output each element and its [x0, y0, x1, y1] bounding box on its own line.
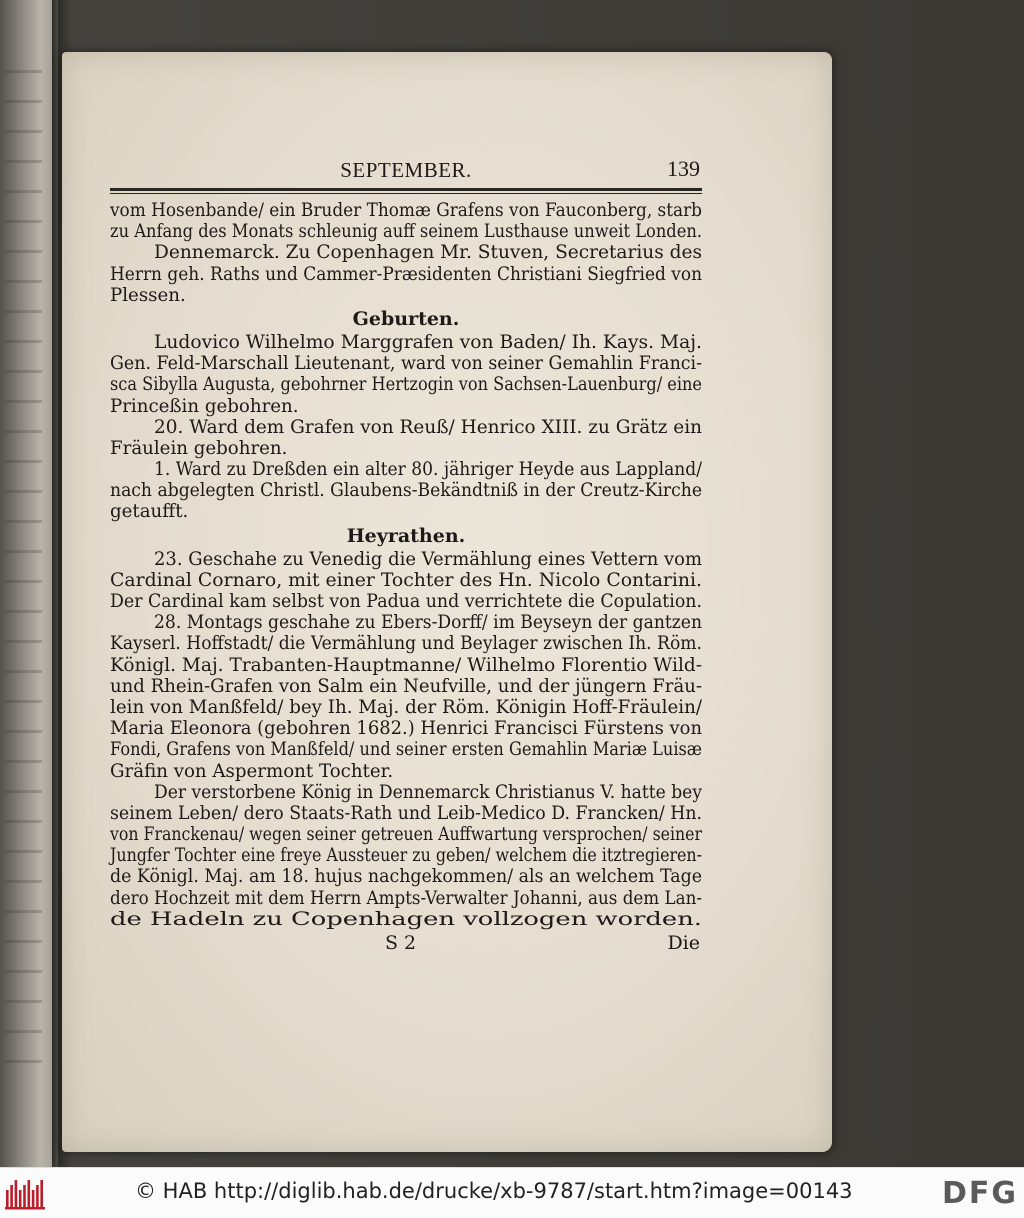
text-line: von Franckenau/ wegen seiner getreuen Auffwartung versprochen/ seiner — [110, 824, 702, 846]
text-line: dero Hochzeit mit dem Herrn Ampts-Verwalter Johanni, aus dem Lan- — [110, 887, 702, 909]
text-line: Herrn geh. Raths und Cammer-Præsidenten Christiani Siegfried von — [110, 263, 702, 285]
text-line: 20. Ward dem Grafen von Reuß/ Henrico XIII. zu Grätz ein — [154, 416, 702, 438]
hab-library-logo-icon — [4, 1176, 46, 1210]
text-line: Princeßin gebohren. — [110, 395, 299, 417]
text-line: Fondi, Grafens von Manßfeld/ und seiner ersten Gemahlin Mariæ Luisæ — [110, 739, 702, 761]
header-rule — [110, 188, 702, 194]
footer-bar — [0, 1167, 1024, 1218]
text-line: Gräfin von Aspermont Tochter. — [110, 760, 394, 782]
body-text — [110, 200, 702, 930]
text-line: 1. Ward zu Dreßden ein alter 80. jähriger Heyde aus Lappland/ — [154, 459, 702, 481]
text-line: Der Cardinal kam selbst von Padua und verrichtete die Copulation. — [110, 591, 702, 612]
text-line: nach abgelegten Christl. Glaubens-Bekändtniß in der Creutz-Kirche — [110, 480, 702, 502]
page-number: 139 — [667, 156, 700, 181]
text-line: Cardinal Cornaro, mit einer Tochter des Hn. Nicolo Contarini. — [110, 569, 702, 591]
text-line: zu Anfang des Monats schleunig auff seinem Lusthause unweit Londen. — [110, 221, 702, 243]
text-line: Gen. Feld-Marschall Lieutenant, ward von seiner Gemahlin Franci- — [110, 353, 702, 375]
text-line: de Hadeln zu Copenhagen vollzogen worden. — [110, 908, 702, 930]
running-head: SEPTEMBER. — [340, 158, 472, 182]
catchword: Die — [667, 932, 700, 954]
text-line: und Rhein-Grafen von Salm ein Neufville, und der jüngern Fräu- — [110, 675, 702, 697]
text-line: Ludovico Wilhelmo Marggrafen von Baden/ Ih. Kays. Maj. — [154, 331, 702, 353]
text-line: Fräulein gebohren. — [110, 437, 288, 459]
text-line: Kayserl. Hoffstadt/ die Vermählung und Beylager zwischen Ih. Röm. — [110, 633, 702, 655]
text-line: getaufft. — [110, 501, 189, 523]
text-line: Plessen. — [110, 284, 186, 306]
text-line: Maria Eleonora (gebohren 1682.) Henrici Francisci Fürstens von — [110, 718, 702, 740]
text-line: 28. Montags geschahe zu Ebers-Dorff/ im Beyseyn der gantzen — [154, 612, 702, 634]
page-content — [110, 152, 702, 958]
page-footer — [110, 932, 702, 958]
page-header — [110, 152, 702, 188]
credit-link[interactable]: © HAB http://diglib.hab.de/drucke/xb-9787/start.htm?image=00143 — [135, 1179, 853, 1203]
text-line: Jungfer Tochter eine freye Aussteuer zu geben/ welchem die itztregieren- — [110, 845, 702, 867]
text-line: de Königl. Maj. am 18. hujus nachgekommen/ als an welchem Tage — [110, 866, 702, 888]
text-line: lein von Manßfeld/ bey Ih. Maj. der Röm. Königin Hoff-Fräulein/ — [110, 696, 702, 718]
text-line: Der verstorbene König in Dennemarck Christianus V. hatte bey — [154, 781, 702, 803]
text-line: seinem Leben/ dero Staats-Rath und Leib-Medico D. Francken/ Hn. — [110, 802, 702, 824]
section-heading: Heyrathen. — [346, 524, 466, 547]
previous-page-edge — [0, 0, 58, 1167]
text-line: sca Sibylla Augusta, gebohrner Hertzogin von Sachsen-Lauenburg/ eine — [110, 374, 702, 396]
text-line: Dennemarck. Zu Copenhagen Mr. Stuven, Secretarius des — [154, 242, 702, 264]
section-heading: Geburten. — [352, 307, 460, 330]
text-line: Königl. Maj. Trabanten-Hauptmanne/ Wilhelmo Florentio Wild- — [110, 654, 702, 676]
dfg-logo: DFG — [941, 1176, 1018, 1211]
text-line: 23. Geschahe zu Venedig die Vermählung eines Vettern vom — [154, 548, 702, 570]
signature-mark: S 2 — [385, 932, 417, 954]
text-line: vom Hosenbande/ ein Bruder Thomæ Grafens von Fauconberg, starb — [110, 200, 702, 221]
